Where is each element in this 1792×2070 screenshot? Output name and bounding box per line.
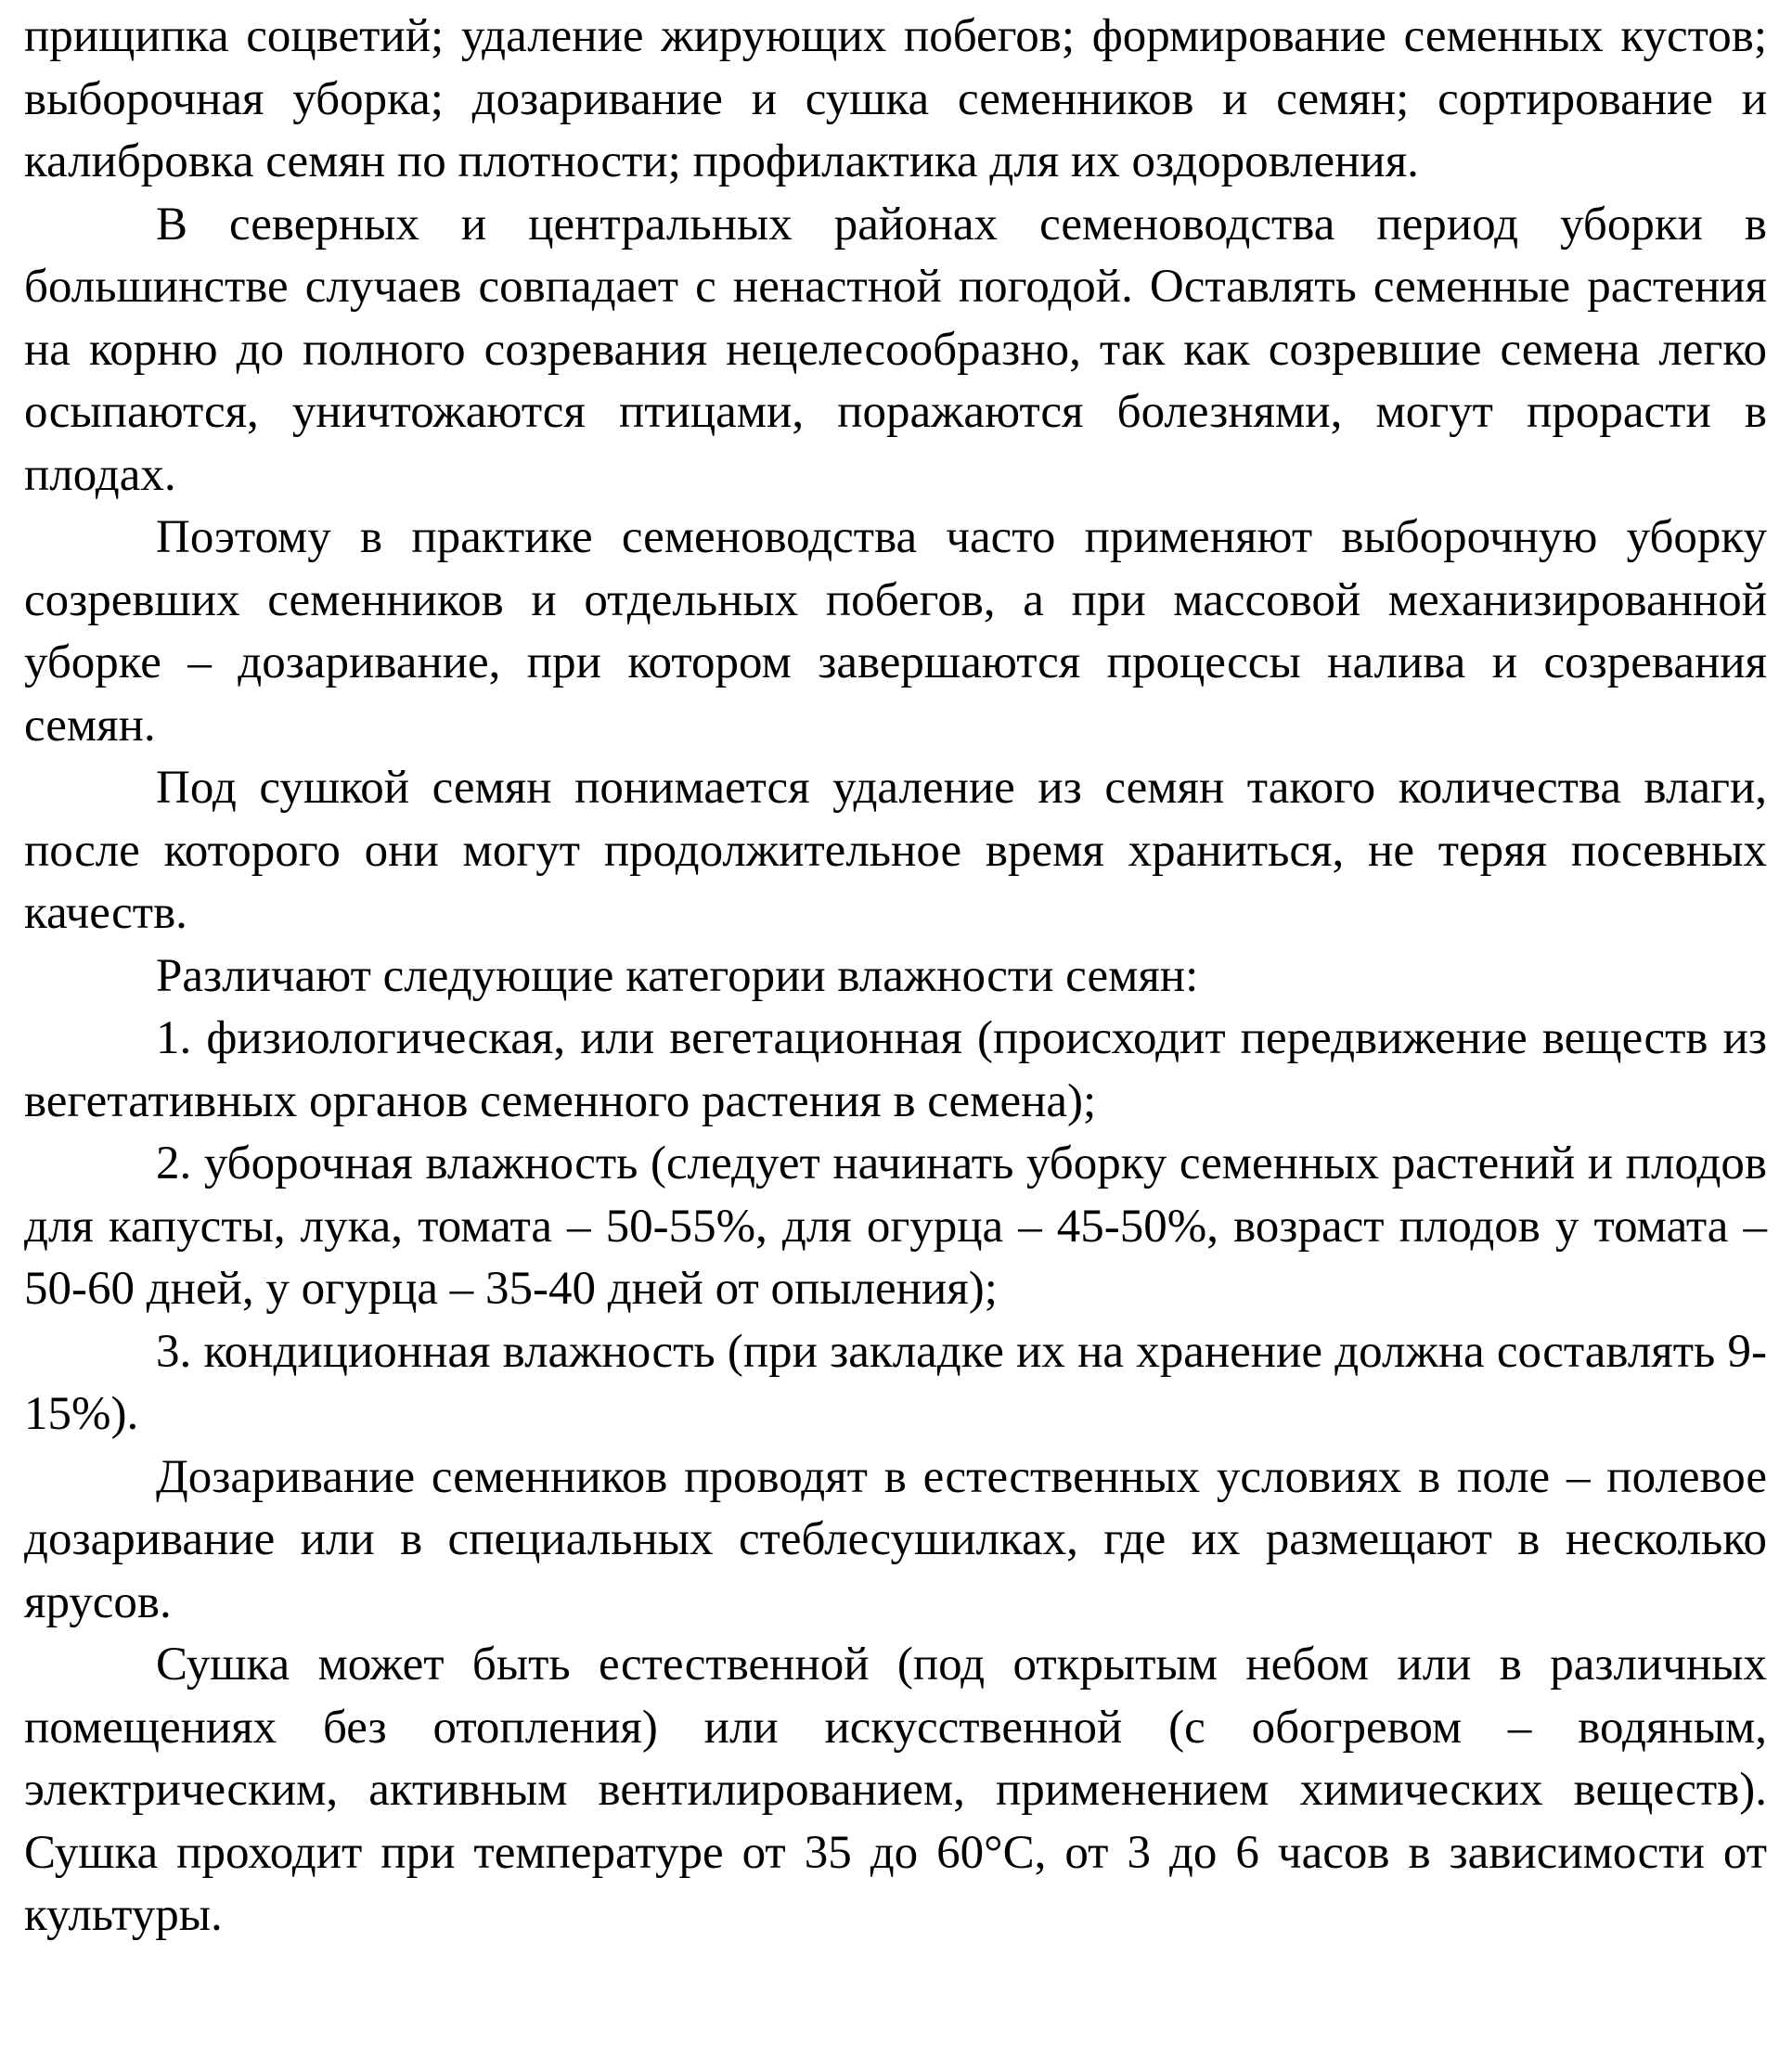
document-page — [24, 6, 1767, 1948]
paragraph-ripening: Дозаривание семенников проводят в естественных условиях в поле – полевое дозаривание или в специальных стеблесушилках, где их размещают в несколько ярусов. — [24, 1450, 1767, 1628]
list-item-physiological: 1. физиологическая, или вегетационная (происходит передвижение веществ из вегетативных органов семенного растения в семена); — [24, 1012, 1767, 1127]
paragraph-harvest-period: В северных и центральных районах семеноводства период уборки в большинстве случаев совпадает с ненастной погодой. Оставлять семенные растения на корню до полного созревания нецелесообразно, так как созревшие семена легко осыпаются, уничтожаются птицами, поражаются болезнями, могут прорасти в плодах. — [24, 198, 1767, 501]
paragraph-selective-harvest: Поэтому в практике семеноводства часто применяют выборочную уборку созревших семенников и отдельных побегов, а при массовой механизированной уборке – дозаривание, при котором завершаются процессы налива и созревания семян. — [24, 511, 1767, 752]
list-item-harvest-moisture: 2. уборочная влажность (следует начинать уборку семенных растений и плодов для капусты, лука, томата – 50-55%, для огурца – 45-50%, возраст плодов у томата – 50-60 дней, у огурца – 35-40 дней от опыления); — [24, 1138, 1767, 1315]
paragraph-moisture-categories: Различают следующие категории влажности семян: — [156, 949, 1199, 1002]
paragraph-drying-methods: Сушка может быть естественной (под открытым небом или в различных помещениях без отопления) или искусственной (с обогревом – водяным, электрическим, активным вентилированием, применением химических веществ). Сушка проходит при температуре от 35 до 60°С, от 3 до 6 часов в зависимости от культуры. — [24, 1639, 1767, 1941]
paragraph-drying-definition: Под сушкой семян понимается удаление из семян такого количества влаги, после которого они могут продолжительное время храниться, не теряя посевных качеств. — [24, 762, 1767, 939]
list-item-conditional-moisture: 3. кондиционная влажность (при закладке их на хранение должна составлять 9-15%). — [24, 1325, 1767, 1440]
paragraph-seed-practices: прищипка соцветий; удаление жирующих побегов; формирование семенных кустов; выборочная уборка; дозаривание и сушка семенников и семян; сортирование и калибровка семян по плотности; профилактика для их оздоровления. — [24, 10, 1767, 187]
